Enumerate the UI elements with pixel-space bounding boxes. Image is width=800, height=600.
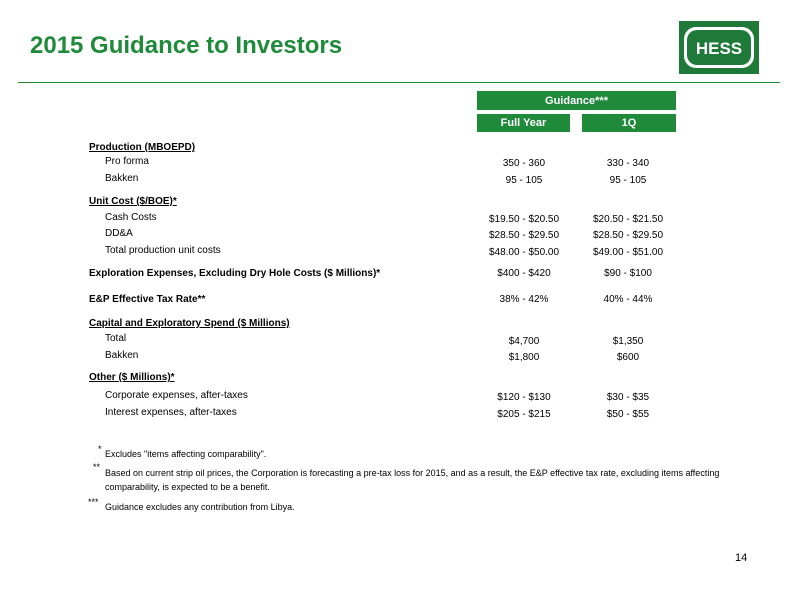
value-full-year: $400 - $420 <box>497 268 551 279</box>
footnote-mark: ** <box>93 462 101 472</box>
value-q1: 95 - 105 <box>609 175 647 186</box>
hess-logo-graphic <box>679 21 759 74</box>
value-full-year: 38% - 42% <box>499 294 549 305</box>
value-q1: 40% - 44% <box>603 294 653 305</box>
row-label-total-unit-costs: Total production unit costs <box>105 245 221 256</box>
footnote-text: Guidance excludes any contribution from Libya. <box>105 502 295 512</box>
footnote-text: Excludes "items affecting comparability". <box>105 449 267 459</box>
value-q1: $49.00 - $51.00 <box>592 247 664 258</box>
row-label-total: Total <box>105 333 127 344</box>
row-label-bakken: Bakken <box>105 173 139 184</box>
value-q1: $90 - $100 <box>604 268 652 279</box>
section-title-tax-rate: E&P Effective Tax Rate** <box>89 294 206 305</box>
value-full-year: 95 - 105 <box>505 175 543 186</box>
value-q1: $28.50 - $29.50 <box>592 230 664 241</box>
footnote-mark: * <box>98 444 102 454</box>
value-full-year: 350 - 360 <box>502 158 546 169</box>
row-label-interest-expenses: Interest expenses, after-taxes <box>105 407 237 418</box>
value-q1: $50 - $55 <box>606 409 650 420</box>
value-q1: $1,350 <box>612 336 644 347</box>
row-label-dda: DD&A <box>105 228 133 239</box>
title-divider <box>18 82 780 83</box>
footnote-mark: *** <box>88 497 99 507</box>
value-full-year: $1,800 <box>508 352 540 363</box>
section-title-unit-cost: Unit Cost ($/BOE)* <box>89 196 177 207</box>
value-q1: $20.50 - $21.50 <box>592 214 664 225</box>
section-title-capex: Capital and Exploratory Spend ($ Millions) <box>89 318 290 329</box>
row-label-cash-costs: Cash Costs <box>105 212 157 223</box>
value-full-year: $28.50 - $29.50 <box>488 230 560 241</box>
value-q1: $600 <box>616 352 640 363</box>
full-year-header: Full Year <box>477 114 570 132</box>
guidance-header: Guidance*** <box>477 91 676 110</box>
logo-text: HESS <box>695 39 743 58</box>
value-full-year: $4,700 <box>508 336 540 347</box>
value-full-year: $48.00 - $50.00 <box>488 247 560 258</box>
value-q1: $30 - $35 <box>606 392 650 403</box>
page-title: 2015 Guidance to Investors <box>30 32 343 59</box>
hess-logo <box>679 21 759 74</box>
section-title-production: Production (MBOEPD) <box>89 142 196 153</box>
section-title-other: Other ($ Millions)* <box>89 372 175 383</box>
value-full-year: $19.50 - $20.50 <box>488 214 560 225</box>
value-full-year: $205 - $215 <box>497 409 551 420</box>
row-label-corporate-expenses: Corporate expenses, after-taxes <box>105 390 248 401</box>
section-title-exploration: Exploration Expenses, Excluding Dry Hole Costs ($ Millions)* <box>89 268 381 279</box>
row-label-pro-forma: Pro forma <box>105 156 149 167</box>
footnote-text: Based on current strip oil prices, the Corporation is forecasting a pre-tax loss for 2015, and as a result, the E&P effective tax rate, excluding items affecting comparability, is expected to be a benefit. <box>105 468 720 492</box>
page-number: 14 <box>735 552 748 564</box>
value-full-year: $120 - $130 <box>497 392 551 403</box>
q1-header: 1Q <box>582 114 676 132</box>
row-label-bakken: Bakken <box>105 350 139 361</box>
value-q1: 330 - 340 <box>606 158 650 169</box>
